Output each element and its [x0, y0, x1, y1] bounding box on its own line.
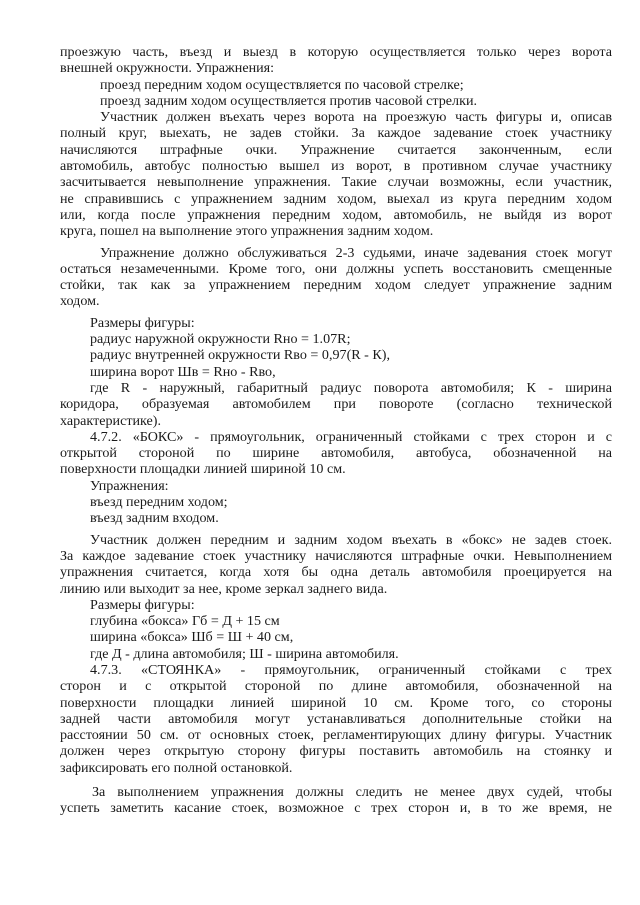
text-line: За выполнением упражнения должны следить не менее двух судей, чтобы: [92, 784, 612, 801]
text-line: Участник должен въехать через ворота на проезжую часть фигуры и, описав: [100, 109, 612, 126]
section-heading-parking: 4.7.3. «СТОЯНКА» - прямоугольник, ограниченный стойками с трех: [90, 661, 612, 678]
text-line: круга, пошел на выполнение этого упражнения задним ходом.: [60, 223, 434, 240]
text-line: упражнения считается, когда хотя бы одна деталь автомобиля проецируется на: [60, 564, 612, 581]
text-line: расстоянии 50 см. от основных стоек, регламентирующих длину фигуры. Участник: [60, 727, 612, 744]
text-line: За каждое задевание стоек участнику начисляются штрафные очки. Невыполнением: [60, 547, 612, 564]
text-line: должен через открытую сторону фигуры поставить автомобиль на стоянку и: [60, 743, 612, 760]
text-line: ширина ворот Шв = Rно - Rво,: [90, 363, 276, 380]
text-line: радиус наружной окружности Rно = 1.07R;: [90, 331, 351, 348]
text-line: коридора, образуемая автомобилем при повороте (согласно технической: [60, 396, 612, 413]
text-line: сторон и с открытой стороной по длине автомобиля, обозначенной на: [60, 678, 612, 695]
text-line: полный круг, выехать, не задев стойки. За каждое задевание стоек участнику: [60, 125, 612, 142]
text-line: Размеры фигуры:: [90, 314, 195, 331]
text-line: Размеры фигуры:: [90, 596, 195, 613]
text-line: автомобиль, автобус полностью вышел из ворот, в противном случае участнику: [60, 158, 612, 175]
text-line: поверхности площадки линией шириной 10 см. Кроме того, со стороны: [60, 694, 612, 711]
text-line: поверхности площадки линией шириной 10 см.: [60, 461, 346, 478]
text-line: где R - наружный, габаритный радиус поворота автомобиля; К - ширина: [90, 379, 612, 396]
text-line: характеристике).: [60, 412, 162, 429]
text-line: Участник должен передним и задним ходом въехать в «бокс» не задев стоек.: [90, 531, 612, 548]
text-line: Упражнение должно обслуживаться 2-3 судьями, иначе задевания стоек могут: [100, 244, 612, 261]
text-line: или, когда после упражнения передним ходом, автомобиль, не выйдя из ворот: [60, 206, 612, 223]
text-line: стойки, так как за упражнением передним ходом следует упражнение задним: [60, 277, 612, 294]
text-line: радиус внутренней окружности Rво = 0,97(R - К),: [90, 347, 391, 364]
text-line: засчитывается невыполнение упражнения. Такие случаи возможны, если участник,: [60, 174, 612, 191]
text-line: задней части автомобиля могут устанавливаться дополнительные стойки на: [60, 710, 612, 727]
text-line: успеть заметить касание стоек, возможное с трех сторон и, в то же время, не: [60, 800, 612, 817]
text-line: линию или выходит за нее, кроме зеркал заднего вида.: [60, 580, 388, 597]
text-line: проезд задним ходом осуществляется против часовой стрелки.: [100, 92, 478, 109]
text-line: остаться незамеченными. Кроме того, они должны успеть восстановить смещенные: [60, 260, 612, 277]
text-line: ширина «бокса» Шб = Ш + 40 см,: [90, 629, 294, 646]
section-heading-box: 4.7.2. «БОКС» - прямоугольник, ограниченный стойками с трех сторон и с: [90, 428, 612, 445]
text-line: Упражнения:: [90, 477, 169, 494]
text-line: зафиксировать его полной остановкой.: [60, 759, 293, 776]
text-line: начисляются штрафные очки. Упражнение считается законченным, если: [60, 141, 612, 158]
text-line: ходом.: [60, 293, 100, 310]
text-line: проезд передним ходом осуществляется по часовой стрелке;: [100, 76, 464, 93]
text-line: въезд передним ходом;: [90, 494, 228, 511]
text-line: глубина «бокса» Гб = Д + 15 см: [90, 613, 280, 630]
text-line: внешней окружности. Упражнения:: [60, 60, 275, 77]
text-line: где Д - длина автомобиля; Ш - ширина автомобиля.: [90, 645, 399, 662]
document-page: [60, 44, 612, 817]
text-line: открытой стороной по ширине автомобиля, автобуса, обозначенной на: [60, 445, 612, 462]
text-line: въезд задним входом.: [90, 510, 219, 527]
text-line: проезжую часть, въезд и выезд в которую осуществляется только через ворота: [60, 44, 612, 60]
text-line: не справившись с упражнением задним ходом, выехал из круга передним ходом: [60, 190, 612, 207]
